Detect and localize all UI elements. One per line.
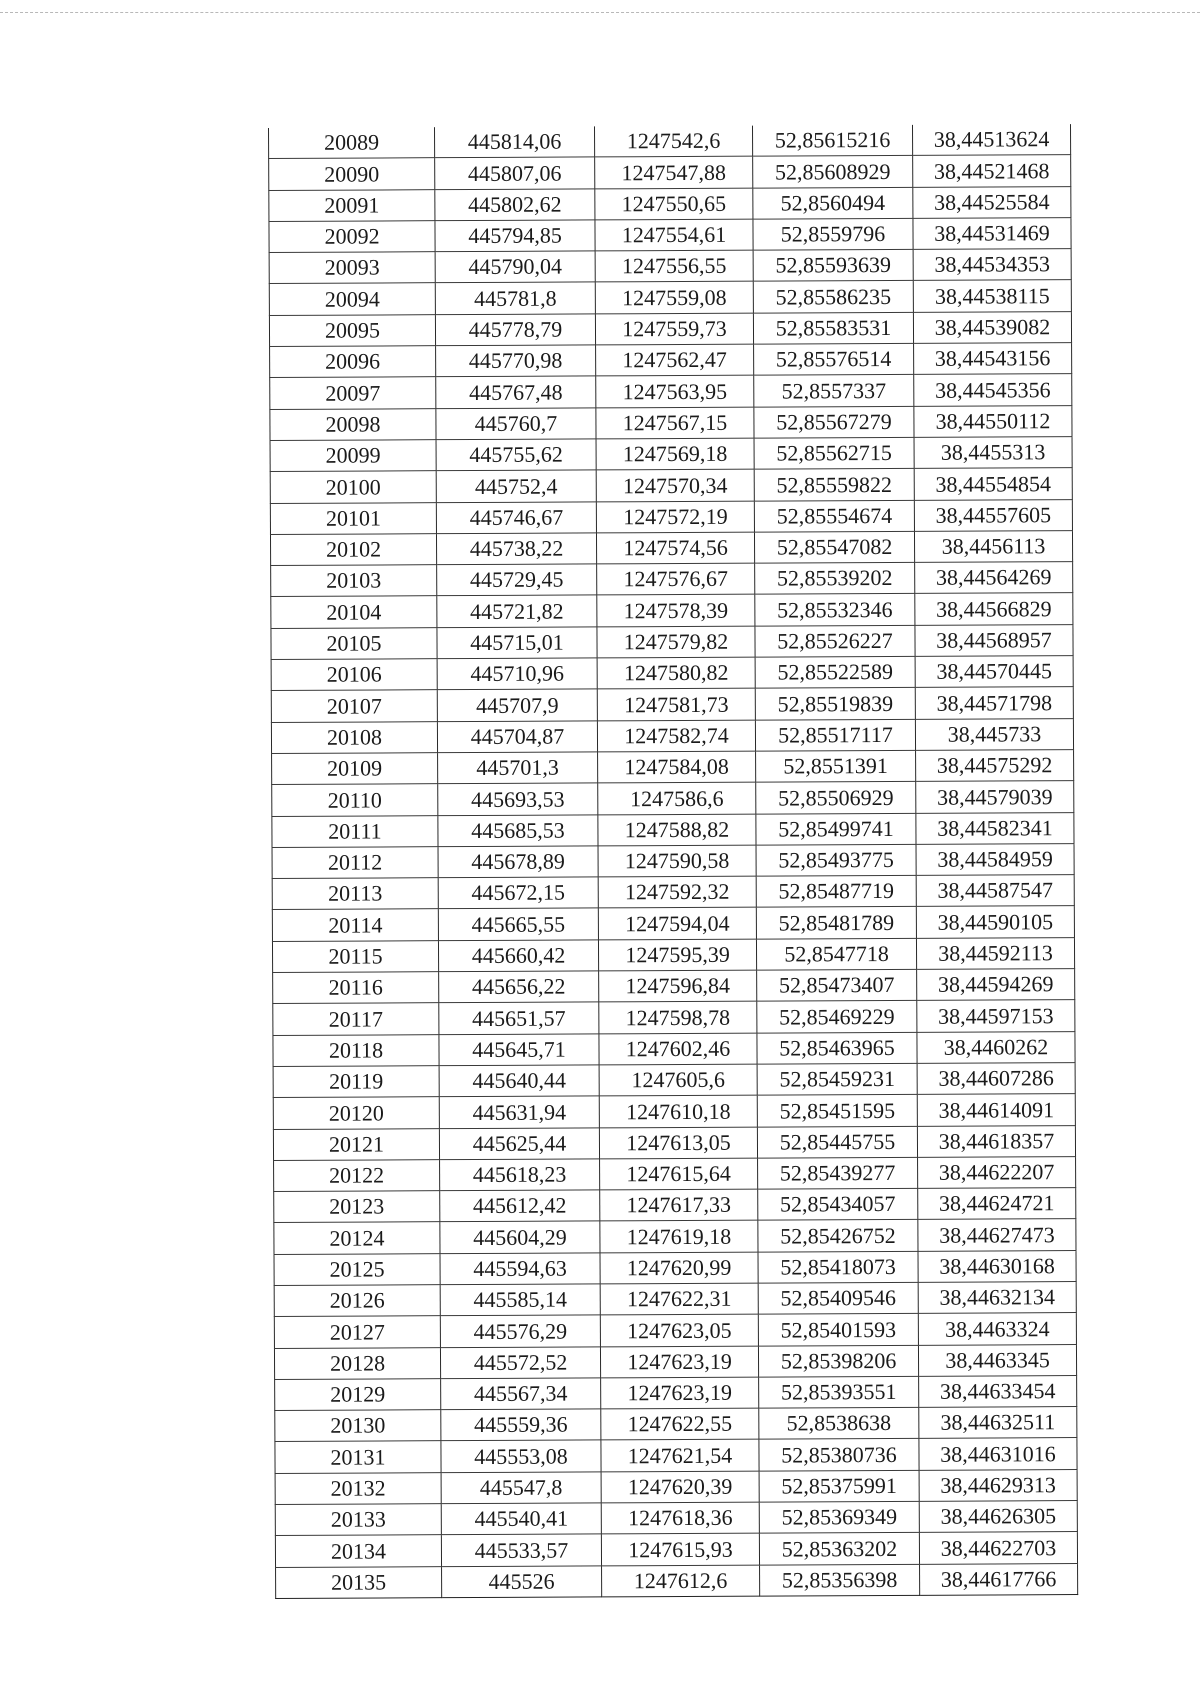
coordinates-table xyxy=(268,124,1078,1599)
table-row xyxy=(270,405,1072,440)
point-number-cell: 20127 xyxy=(274,1316,440,1348)
longitude-cell: 38,44531469 xyxy=(913,217,1071,249)
latitude-cell: 52,85583531 xyxy=(753,312,913,344)
longitude-cell: 38,4463345 xyxy=(918,1344,1076,1376)
latitude-cell: 52,85499741 xyxy=(756,813,916,845)
point-number-cell: 20135 xyxy=(276,1566,442,1598)
y-coordinate-cell: 1247615,93 xyxy=(601,1533,759,1565)
latitude-cell: 52,85493775 xyxy=(756,844,916,876)
table-row xyxy=(276,1563,1078,1598)
table-row xyxy=(274,1188,1076,1223)
table-row xyxy=(270,374,1072,409)
longitude-cell: 38,44626305 xyxy=(919,1501,1077,1533)
table-row xyxy=(269,217,1071,252)
x-coordinate-cell: 445625,44 xyxy=(439,1127,599,1159)
y-coordinate-cell: 1247596,84 xyxy=(599,970,757,1002)
table-row xyxy=(270,343,1072,378)
y-coordinate-cell: 1247610,18 xyxy=(599,1095,757,1127)
x-coordinate-cell: 445781,8 xyxy=(435,282,595,314)
y-coordinate-cell: 1247622,31 xyxy=(600,1283,758,1315)
longitude-cell: 38,44631016 xyxy=(919,1438,1077,1470)
y-coordinate-cell: 1247584,08 xyxy=(598,751,756,783)
x-coordinate-cell: 445604,29 xyxy=(440,1221,600,1253)
x-coordinate-cell: 445672,15 xyxy=(438,877,598,909)
point-number-cell: 20093 xyxy=(269,252,435,284)
point-number-cell: 20133 xyxy=(275,1504,441,1536)
latitude-cell: 52,85473407 xyxy=(757,969,917,1001)
latitude-cell: 52,85519839 xyxy=(755,688,915,720)
x-coordinate-cell: 445729,45 xyxy=(437,564,597,596)
latitude-cell: 52,85459231 xyxy=(757,1063,917,1095)
longitude-cell: 38,44538115 xyxy=(913,280,1071,312)
latitude-cell: 52,85439277 xyxy=(758,1157,918,1189)
y-coordinate-cell: 1247620,39 xyxy=(601,1471,759,1503)
longitude-cell: 38,4456113 xyxy=(914,530,1072,562)
latitude-cell: 52,85559822 xyxy=(754,469,914,501)
y-coordinate-cell: 1247605,6 xyxy=(599,1064,757,1096)
table-row xyxy=(274,1313,1076,1348)
x-coordinate-cell: 445767,48 xyxy=(436,376,596,408)
latitude-cell: 52,85522589 xyxy=(755,656,915,688)
longitude-cell: 38,44614091 xyxy=(917,1094,1075,1126)
point-number-cell: 20100 xyxy=(270,471,436,503)
point-number-cell: 20102 xyxy=(270,534,436,566)
x-coordinate-cell: 445559,36 xyxy=(441,1409,601,1441)
longitude-cell: 38,44624721 xyxy=(918,1188,1076,1220)
y-coordinate-cell: 1247615,64 xyxy=(600,1158,758,1190)
latitude-cell: 52,85393551 xyxy=(759,1376,919,1408)
table-row xyxy=(269,124,1071,159)
point-number-cell: 20121 xyxy=(273,1128,439,1160)
x-coordinate-cell: 445547,8 xyxy=(441,1472,601,1504)
table-row xyxy=(275,1532,1077,1567)
latitude-cell: 52,85487719 xyxy=(756,875,916,907)
longitude-cell: 38,44513624 xyxy=(912,124,1070,156)
latitude-cell: 52,85451595 xyxy=(757,1095,917,1127)
longitude-cell: 38,4455313 xyxy=(914,437,1072,469)
table-row xyxy=(275,1501,1077,1536)
latitude-cell: 52,85526227 xyxy=(755,625,915,657)
longitude-cell: 38,44564269 xyxy=(915,562,1073,594)
y-coordinate-cell: 1247582,74 xyxy=(597,720,755,752)
table-row xyxy=(274,1282,1076,1317)
longitude-cell: 38,44629313 xyxy=(919,1469,1077,1501)
table-row xyxy=(273,1031,1075,1066)
point-number-cell: 20107 xyxy=(271,690,437,722)
latitude-cell: 52,85469229 xyxy=(757,1001,917,1033)
longitude-cell: 38,4463324 xyxy=(918,1313,1076,1345)
x-coordinate-cell: 445665,55 xyxy=(438,908,598,940)
coordinates-table-body xyxy=(269,124,1078,1598)
y-coordinate-cell: 1247576,67 xyxy=(597,563,755,595)
y-coordinate-cell: 1247623,05 xyxy=(600,1314,758,1346)
point-number-cell: 20099 xyxy=(270,440,436,472)
latitude-cell: 52,8557337 xyxy=(754,375,914,407)
latitude-cell: 52,85380736 xyxy=(759,1439,919,1471)
latitude-cell: 52,85356398 xyxy=(760,1564,920,1596)
latitude-cell: 52,85562715 xyxy=(754,437,914,469)
longitude-cell: 38,44590105 xyxy=(916,906,1074,938)
y-coordinate-cell: 1247578,39 xyxy=(597,595,755,627)
latitude-cell: 52,8560494 xyxy=(753,187,913,219)
latitude-cell: 52,85554674 xyxy=(754,500,914,532)
longitude-cell: 38,445733 xyxy=(915,718,1073,750)
table-row xyxy=(272,781,1074,816)
point-number-cell: 20126 xyxy=(274,1285,440,1317)
point-number-cell: 20103 xyxy=(271,565,437,597)
x-coordinate-cell: 445790,04 xyxy=(435,251,595,283)
table-row xyxy=(272,937,1074,972)
longitude-cell: 38,44545356 xyxy=(914,374,1072,406)
y-coordinate-cell: 1247581,73 xyxy=(597,688,755,720)
point-number-cell: 20094 xyxy=(269,283,435,315)
point-number-cell: 20115 xyxy=(272,940,438,972)
x-coordinate-cell: 445567,34 xyxy=(441,1378,601,1410)
y-coordinate-cell: 1247620,99 xyxy=(600,1252,758,1284)
longitude-cell: 38,44543156 xyxy=(914,343,1072,375)
x-coordinate-cell: 445660,42 xyxy=(438,940,598,972)
latitude-cell: 52,8559796 xyxy=(753,218,913,250)
x-coordinate-cell: 445533,57 xyxy=(441,1534,601,1566)
x-coordinate-cell: 445645,71 xyxy=(439,1034,599,1066)
point-number-cell: 20091 xyxy=(269,189,435,221)
point-number-cell: 20096 xyxy=(270,346,436,378)
longitude-cell: 38,44633454 xyxy=(919,1375,1077,1407)
y-coordinate-cell: 1247623,19 xyxy=(600,1346,758,1378)
table-row xyxy=(269,155,1071,190)
x-coordinate-cell: 445576,29 xyxy=(440,1315,600,1347)
table-row xyxy=(275,1407,1077,1442)
latitude-cell: 52,85401593 xyxy=(758,1314,918,1346)
table-row xyxy=(275,1375,1077,1410)
y-coordinate-cell: 1247569,18 xyxy=(596,438,754,470)
x-coordinate-cell: 445701,3 xyxy=(438,752,598,784)
latitude-cell: 52,85363202 xyxy=(759,1533,919,1565)
table-row xyxy=(272,812,1074,847)
point-number-cell: 20124 xyxy=(274,1222,440,1254)
longitude-cell: 38,44570445 xyxy=(915,656,1073,688)
table-row xyxy=(269,249,1071,284)
latitude-cell: 52,85445755 xyxy=(757,1126,917,1158)
longitude-cell: 38,44521468 xyxy=(913,155,1071,187)
point-number-cell: 20120 xyxy=(273,1097,439,1129)
latitude-cell: 52,85418073 xyxy=(758,1251,918,1283)
table-row xyxy=(271,562,1073,597)
x-coordinate-cell: 445631,94 xyxy=(439,1096,599,1128)
point-number-cell: 20108 xyxy=(271,721,437,753)
table-row xyxy=(274,1344,1076,1379)
x-coordinate-cell: 445640,44 xyxy=(439,1065,599,1097)
latitude-cell: 52,85426752 xyxy=(758,1220,918,1252)
y-coordinate-cell: 1247623,19 xyxy=(601,1377,759,1409)
x-coordinate-cell: 445572,52 xyxy=(440,1346,600,1378)
y-coordinate-cell: 1247595,39 xyxy=(598,939,756,971)
point-number-cell: 20117 xyxy=(273,1003,439,1035)
y-coordinate-cell: 1247574,56 xyxy=(596,532,754,564)
point-number-cell: 20122 xyxy=(274,1159,440,1191)
longitude-cell: 38,44622207 xyxy=(918,1156,1076,1188)
y-coordinate-cell: 1247602,46 xyxy=(599,1033,757,1065)
latitude-cell: 52,85532346 xyxy=(755,594,915,626)
table-row xyxy=(272,750,1074,785)
x-coordinate-cell: 445651,57 xyxy=(439,1002,599,1034)
y-coordinate-cell: 1247588,82 xyxy=(598,814,756,846)
table-row xyxy=(270,499,1072,534)
latitude-cell: 52,85409546 xyxy=(758,1282,918,1314)
y-coordinate-cell: 1247592,32 xyxy=(598,876,756,908)
y-coordinate-cell: 1247586,6 xyxy=(598,782,756,814)
table-row xyxy=(270,468,1072,503)
latitude-cell: 52,85434057 xyxy=(758,1188,918,1220)
y-coordinate-cell: 1247621,54 xyxy=(601,1440,759,1472)
latitude-cell: 52,85615216 xyxy=(752,125,912,157)
x-coordinate-cell: 445721,82 xyxy=(437,595,597,627)
x-coordinate-cell: 445755,62 xyxy=(436,439,596,471)
point-number-cell: 20105 xyxy=(271,627,437,659)
latitude-cell: 52,85539202 xyxy=(755,563,915,595)
point-number-cell: 20125 xyxy=(274,1253,440,1285)
y-coordinate-cell: 1247619,18 xyxy=(600,1221,758,1253)
table-row xyxy=(269,186,1071,221)
y-coordinate-cell: 1247547,88 xyxy=(595,156,753,188)
x-coordinate-cell: 445778,79 xyxy=(435,314,595,346)
latitude-cell: 52,85586235 xyxy=(753,281,913,313)
y-coordinate-cell: 1247590,58 xyxy=(598,845,756,877)
y-coordinate-cell: 1247594,04 xyxy=(598,908,756,940)
table-row xyxy=(271,687,1073,722)
table-row xyxy=(271,718,1073,753)
longitude-cell: 38,44618357 xyxy=(917,1125,1075,1157)
latitude-cell: 52,85517117 xyxy=(755,719,915,751)
x-coordinate-cell: 445802,62 xyxy=(435,188,595,220)
longitude-cell: 38,44627473 xyxy=(918,1219,1076,1251)
latitude-cell: 52,8551391 xyxy=(756,750,916,782)
scan-top-edge xyxy=(0,12,1200,13)
table-row xyxy=(270,530,1072,565)
y-coordinate-cell: 1247572,19 xyxy=(596,501,754,533)
table-row xyxy=(274,1156,1076,1191)
latitude-cell: 52,8538638 xyxy=(759,1408,919,1440)
y-coordinate-cell: 1247563,95 xyxy=(596,376,754,408)
point-number-cell: 20134 xyxy=(275,1535,441,1567)
point-number-cell: 20098 xyxy=(270,408,436,440)
longitude-cell: 38,44632511 xyxy=(919,1407,1077,1439)
y-coordinate-cell: 1247617,33 xyxy=(600,1189,758,1221)
table-row xyxy=(270,437,1072,472)
longitude-cell: 38,44534353 xyxy=(913,249,1071,281)
latitude-cell: 52,85398206 xyxy=(758,1345,918,1377)
longitude-cell: 38,4460262 xyxy=(917,1031,1075,1063)
table-row xyxy=(269,280,1071,315)
x-coordinate-cell: 445678,89 xyxy=(438,846,598,878)
x-coordinate-cell: 445553,08 xyxy=(441,1440,601,1472)
x-coordinate-cell: 445594,63 xyxy=(440,1253,600,1285)
latitude-cell: 52,85593639 xyxy=(753,250,913,282)
x-coordinate-cell: 445693,53 xyxy=(438,783,598,815)
y-coordinate-cell: 1247622,55 xyxy=(601,1408,759,1440)
point-number-cell: 20113 xyxy=(272,878,438,910)
longitude-cell: 38,44579039 xyxy=(916,781,1074,813)
x-coordinate-cell: 445707,9 xyxy=(437,689,597,721)
table-row xyxy=(273,969,1075,1004)
y-coordinate-cell: 1247580,82 xyxy=(597,657,755,689)
point-number-cell: 20129 xyxy=(275,1379,441,1411)
point-number-cell: 20130 xyxy=(275,1410,441,1442)
y-coordinate-cell: 1247598,78 xyxy=(599,1001,757,1033)
x-coordinate-cell: 445540,41 xyxy=(441,1503,601,1535)
table-row xyxy=(272,875,1074,910)
point-number-cell: 20106 xyxy=(271,659,437,691)
point-number-cell: 20111 xyxy=(272,815,438,847)
x-coordinate-cell: 445685,53 xyxy=(438,814,598,846)
y-coordinate-cell: 1247554,61 xyxy=(595,219,753,251)
point-number-cell: 20123 xyxy=(274,1191,440,1223)
point-number-cell: 20095 xyxy=(269,314,435,346)
latitude-cell: 52,85463965 xyxy=(757,1032,917,1064)
longitude-cell: 38,44617766 xyxy=(920,1563,1078,1595)
latitude-cell: 52,85567279 xyxy=(754,406,914,438)
longitude-cell: 38,44566829 xyxy=(915,593,1073,625)
latitude-cell: 52,85576514 xyxy=(754,343,914,375)
point-number-cell: 20089 xyxy=(269,127,435,159)
x-coordinate-cell: 445770,98 xyxy=(436,345,596,377)
y-coordinate-cell: 1247570,34 xyxy=(596,469,754,501)
y-coordinate-cell: 1247612,6 xyxy=(602,1565,760,1597)
table-row xyxy=(275,1469,1077,1504)
point-number-cell: 20101 xyxy=(270,502,436,534)
longitude-cell: 38,44607286 xyxy=(917,1062,1075,1094)
table-row xyxy=(274,1250,1076,1285)
longitude-cell: 38,44622703 xyxy=(919,1532,1077,1564)
point-number-cell: 20110 xyxy=(272,784,438,816)
x-coordinate-cell: 445794,85 xyxy=(435,220,595,252)
longitude-cell: 38,44575292 xyxy=(916,750,1074,782)
longitude-cell: 38,44584959 xyxy=(916,843,1074,875)
table-row xyxy=(269,311,1071,346)
latitude-cell: 52,8547718 xyxy=(756,938,916,970)
table-row xyxy=(275,1438,1077,1473)
latitude-cell: 52,85369349 xyxy=(759,1501,919,1533)
x-coordinate-cell: 445760,7 xyxy=(436,408,596,440)
table-row xyxy=(273,1000,1075,1035)
x-coordinate-cell: 445710,96 xyxy=(437,658,597,690)
x-coordinate-cell: 445618,23 xyxy=(440,1159,600,1191)
point-number-cell: 20119 xyxy=(273,1066,439,1098)
x-coordinate-cell: 445715,01 xyxy=(437,627,597,659)
x-coordinate-cell: 445807,06 xyxy=(435,157,595,189)
table-row xyxy=(274,1219,1076,1254)
point-number-cell: 20114 xyxy=(272,909,438,941)
y-coordinate-cell: 1247550,65 xyxy=(595,188,753,220)
point-number-cell: 20112 xyxy=(272,847,438,879)
x-coordinate-cell: 445656,22 xyxy=(439,971,599,1003)
longitude-cell: 38,44571798 xyxy=(915,687,1073,719)
longitude-cell: 38,44550112 xyxy=(914,405,1072,437)
point-number-cell: 20092 xyxy=(269,221,435,253)
table-row xyxy=(272,843,1074,878)
point-number-cell: 20131 xyxy=(275,1441,441,1473)
x-coordinate-cell: 445612,42 xyxy=(440,1190,600,1222)
y-coordinate-cell: 1247556,55 xyxy=(595,250,753,282)
longitude-cell: 38,44582341 xyxy=(916,812,1074,844)
latitude-cell: 52,85481789 xyxy=(756,907,916,939)
latitude-cell: 52,85547082 xyxy=(754,531,914,563)
point-number-cell: 20118 xyxy=(273,1034,439,1066)
x-coordinate-cell: 445526 xyxy=(442,1566,602,1598)
point-number-cell: 20132 xyxy=(275,1472,441,1504)
latitude-cell: 52,85608929 xyxy=(753,156,913,188)
y-coordinate-cell: 1247567,15 xyxy=(596,407,754,439)
longitude-cell: 38,44539082 xyxy=(913,311,1071,343)
longitude-cell: 38,44525584 xyxy=(913,186,1071,218)
table-row xyxy=(273,1062,1075,1097)
longitude-cell: 38,44554854 xyxy=(914,468,1072,500)
point-number-cell: 20109 xyxy=(272,753,438,785)
table-row xyxy=(271,656,1073,691)
y-coordinate-cell: 1247618,36 xyxy=(601,1502,759,1534)
y-coordinate-cell: 1247562,47 xyxy=(596,344,754,376)
x-coordinate-cell: 445704,87 xyxy=(437,721,597,753)
longitude-cell: 38,44557605 xyxy=(914,499,1072,531)
table-row xyxy=(273,1094,1075,1129)
latitude-cell: 52,85506929 xyxy=(756,782,916,814)
x-coordinate-cell: 445585,14 xyxy=(440,1284,600,1316)
point-number-cell: 20090 xyxy=(269,158,435,190)
point-number-cell: 20128 xyxy=(274,1347,440,1379)
table-row xyxy=(271,593,1073,628)
longitude-cell: 38,44632134 xyxy=(918,1282,1076,1314)
longitude-cell: 38,44630168 xyxy=(918,1250,1076,1282)
latitude-cell: 52,85375991 xyxy=(759,1470,919,1502)
y-coordinate-cell: 1247613,05 xyxy=(599,1127,757,1159)
table-row xyxy=(273,1125,1075,1160)
x-coordinate-cell: 445738,22 xyxy=(436,533,596,565)
longitude-cell: 38,44592113 xyxy=(916,937,1074,969)
y-coordinate-cell: 1247542,6 xyxy=(594,126,752,158)
x-coordinate-cell: 445814,06 xyxy=(434,126,594,158)
y-coordinate-cell: 1247579,82 xyxy=(597,626,755,658)
y-coordinate-cell: 1247559,08 xyxy=(595,282,753,314)
point-number-cell: 20097 xyxy=(270,377,436,409)
table-row xyxy=(271,624,1073,659)
x-coordinate-cell: 445752,4 xyxy=(436,470,596,502)
longitude-cell: 38,44568957 xyxy=(915,624,1073,656)
point-number-cell: 20116 xyxy=(273,972,439,1004)
longitude-cell: 38,44597153 xyxy=(917,1000,1075,1032)
table-row xyxy=(272,906,1074,941)
longitude-cell: 38,44587547 xyxy=(916,875,1074,907)
longitude-cell: 38,44594269 xyxy=(917,969,1075,1001)
point-number-cell: 20104 xyxy=(271,596,437,628)
y-coordinate-cell: 1247559,73 xyxy=(595,313,753,345)
x-coordinate-cell: 445746,67 xyxy=(436,501,596,533)
